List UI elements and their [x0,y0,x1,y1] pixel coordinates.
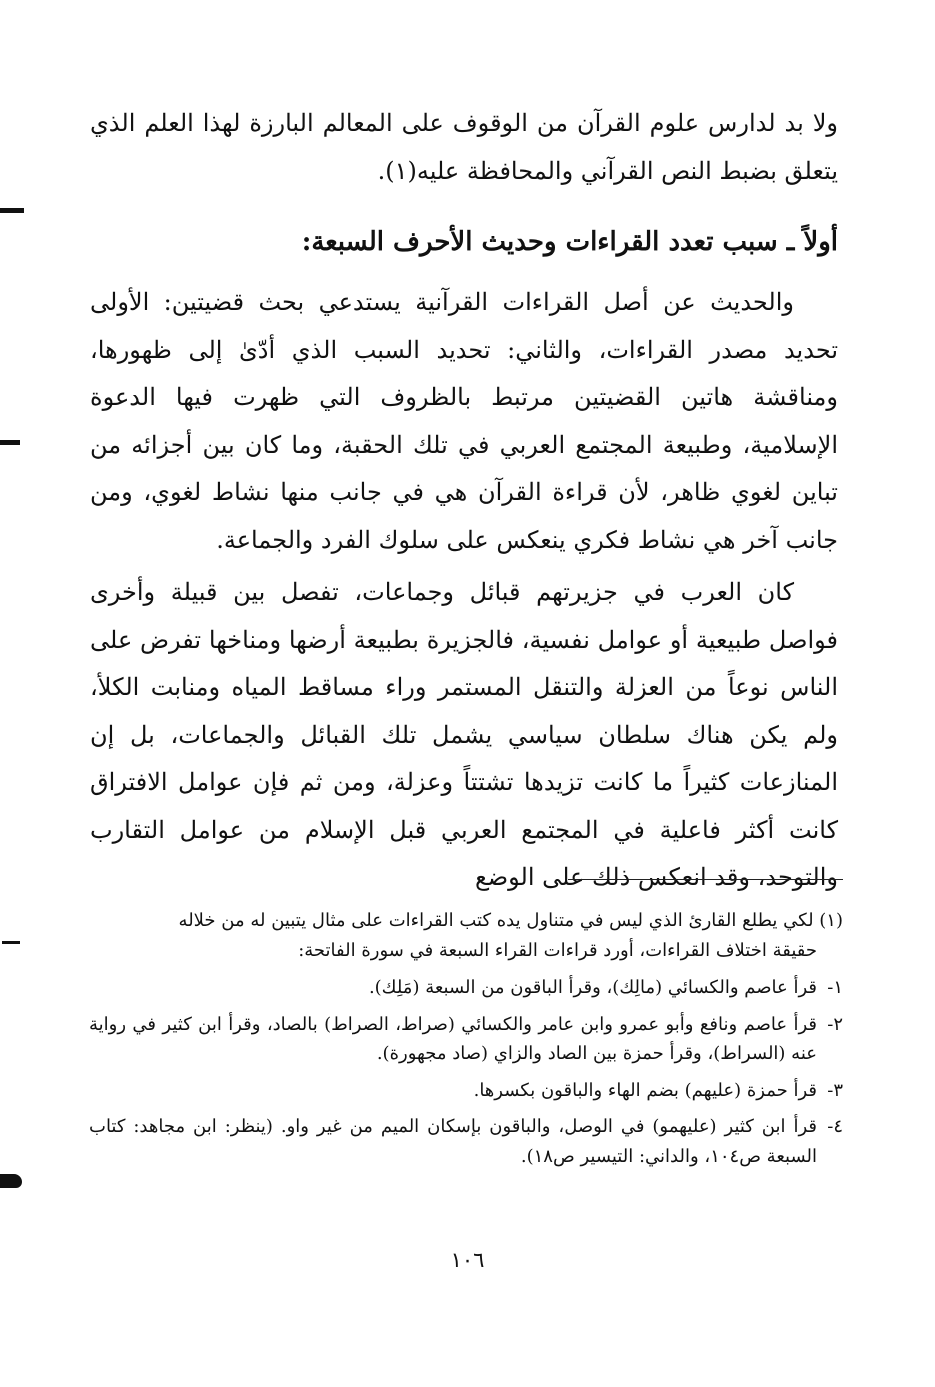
intro-paragraph: ولا بد لدارس علوم القرآن من الوقوف على المعالم البارزة لهذا العلم الذي يتعلق بضبط النص القرآني والمحافظة عليه(١). [90,109,838,185]
scan-edge-mark [2,941,20,944]
section-heading: أولاً ـ سبب تعدد القراءات وحديث الأحرف السبعة: [301,227,838,257]
page-number: ١٠٦ [450,1248,485,1272]
scan-edge-mark [0,208,24,213]
footnote-item-number: ٢- [827,1013,843,1035]
scan-edge-mark [0,1174,22,1188]
paragraph-1: والحديث عن أصل القراءات القرآنية يستدعي بحث قضيتين: الأولى تحديد مصدر القراءات، والثاني: تحديد السبب الذي أدّىٰ إلى ظهورها، ومناقشة هاتين القضيتين مرتبط بالظروف التي ظهرت فيها الدعوة الإسلامية، وطبيعة المجتمع العربي في تلك الحقبة، وما كان بين أجزائه من تباين لغوي ظاهر، لأن قراءة القرآن هي في جانب منها نشاط لغوي، ومن جانب آخر هي نشاط فكري ينعكس على سلوك الفرد والجماعة. [90,288,838,554]
footnote-item-number: ٤- [827,1116,843,1137]
footnote-separator [568,879,843,880]
paragraph-2: كان العرب في جزيرتهم قبائل وجماعات، تفصل بين قبيلة وأخرى فواصل طبيعية أو عوامل نفسية، فالجزيرة بطبيعة أرضها ومناخها تفرض على الناس نوعاً من العزلة والتنقل المستمر وراء مساقط المياه ومنابت الكلأ، ولم يكن هناك سلطان سياسي يشمل تلك القبائل والجماعات، بل إن المنازعات كثيراً ما كانت تزيدها تشتتاً وعزلة، ومن ثم فإن عوامل الافتراق كانت أكثر فاعلية في المجتمع العربي قبل الإسلام من عوامل التقارب والتوحد، وقد انعكس ذلك على الوضع [90,578,838,891]
footnote-1-first-line: (١) لكي يطلع القارئ الذي ليس في متناول يده كتب القراءات على مثال يتبين له من خلاله [178,910,843,931]
footnote-item-number: ١- [827,977,843,998]
footnote-item-text: قرأ حمزة (عليهم) بضم الهاء والباقون بكسرها. [473,1079,817,1101]
footnote-list-item [89,1112,843,1171]
scan-edge-mark [0,440,20,445]
footnote-list-item [89,1010,843,1069]
footnote-item-text: قرأ عاصم ونافع وأبو عمرو وابن عامر والكسائي (صراط، الصراط) بالصاد، وقرأ ابن كثير في رواية عنه (السراط)، وقرأ حمزة بين الصاد والزاي (صاد مجهورة). [89,1013,817,1064]
footnote-item-number: ٣- [827,1079,843,1101]
footnotes [89,906,843,1178]
footnote-1-continuation: حقيقة اختلاف القراءات، أورد قراءات القراء السبعة في سورة الفاتحة: [298,939,817,961]
footnote-list-item [89,1076,843,1106]
footnote-list-item [89,973,843,1003]
footnote-item-text: قرأ عاصم والكسائي (مالِك)، وقرأ الباقون من السبعة (مَلِك). [368,977,817,998]
footnote-1 [89,906,843,965]
footnote-item-text: قرأ ابن كثير (عليهمو) في الوصل، والباقون بإسكان الميم من غير واو. (ينظر: ابن مجاهد: كتاب السبعة ص١٠٤، والداني: التيسير ص١٨). [89,1116,817,1167]
